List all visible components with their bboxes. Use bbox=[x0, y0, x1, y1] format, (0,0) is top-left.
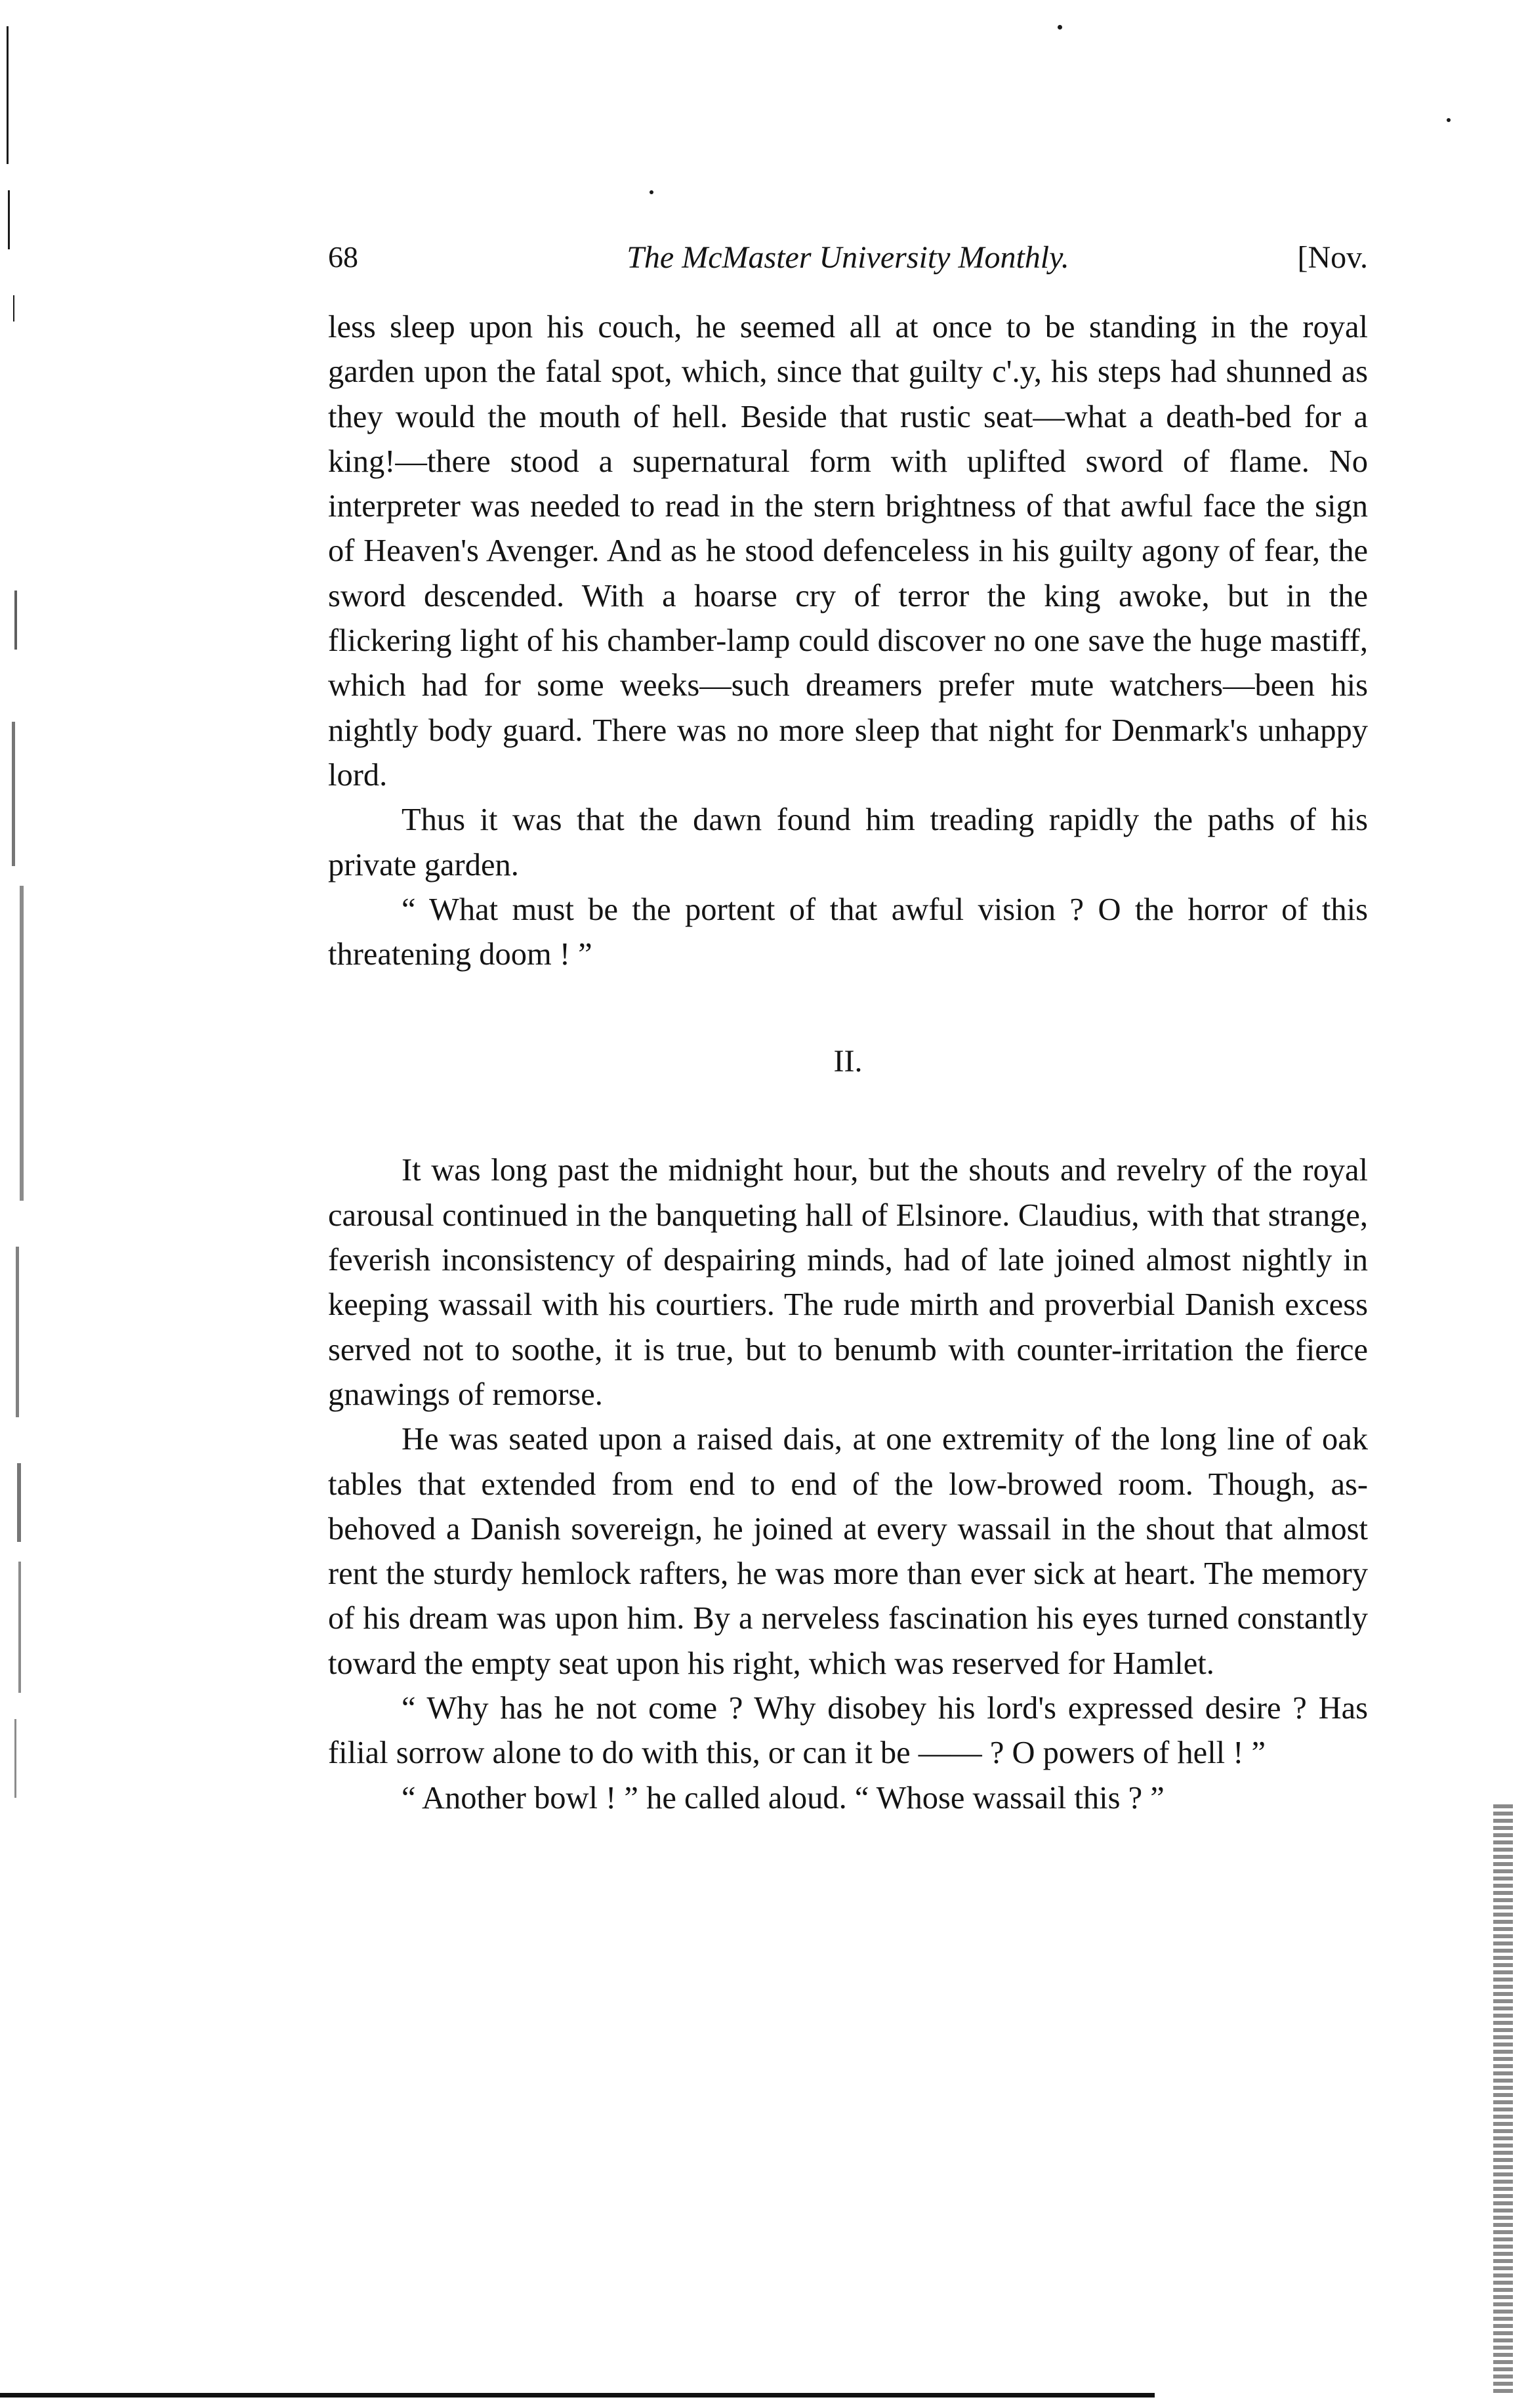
scan-speck bbox=[16, 1247, 19, 1417]
page-number: 68 bbox=[328, 240, 358, 274]
paragraph: He was seated upon a raised dais, at one extremity of the long line of oak tables that extended from end to end of the low-browed room. Though, as-behoved a Danish sovereign, he joined at every wassail in the shout that almost rent the sturdy hemlock rafters, he was more than ever sick at heart. The memory of his dream was upon him. By a nerveless fascination his eyes turned constantly toward the empty seat upon his right, which was reserved for Hamlet. bbox=[328, 1422, 1368, 1681]
paragraph-quote: “ Why has he not come ? Why disobey his lord's expressed desire ? Has filial sorrow alone to do with this, or can it be —— ? O powers of hell ! ” bbox=[328, 1691, 1368, 1771]
scan-speck bbox=[7, 26, 9, 164]
scan-speck bbox=[14, 591, 17, 650]
paragraph: Thus it was that the dawn found him treading rapidly the paths of his private garden. bbox=[328, 802, 1368, 882]
scan-speck bbox=[8, 190, 10, 249]
page-header bbox=[328, 239, 1368, 285]
page-edge-shadow bbox=[1493, 1804, 1513, 2395]
paragraph: It was long past the midnight hour, but the shouts and revelry of the royal carousal continued in the banqueting hall of Elsinore. Claudius, with that strange, feverish inconsistency of despairing minds, had of late joined almost nightly in keeping wassail with his courtiers. The rude mirth and proverbial Danish excess served not to soothe, it is true, but to benumb with counter-irritation the fierce gnawings of remorse. bbox=[328, 1153, 1368, 1412]
scan-speck bbox=[17, 1463, 21, 1542]
scan-speck bbox=[18, 1562, 21, 1693]
paragraph-quote: “ What must be the portent of that awful vision ? O the horror of this threatening doom ! ” bbox=[328, 892, 1368, 972]
section-numeral: II. bbox=[833, 1044, 863, 1079]
issue-month: [Nov. bbox=[1297, 240, 1368, 275]
scan-speck bbox=[13, 295, 14, 322]
paragraph-continued: less sleep upon his couch, he seemed all at once to be standing in the royal garden upon the fatal spot, which, since that guilty c'.y, his steps had shunned as they would the mouth of hell. Beside that rustic seat—what a death-bed for a king!—there stood a supernatural form with uplifted sword of flame. No interpreter was needed to read in the stern brightness of that awful face the sign of Heaven's Avenger. And as he stood defenceless in his guilty agony of fear, the sword descended. With a hoarse cry of terror the king awoke, but in the flickering light of his chamber-lamp could discover no one save the huge mastiff, which had for some weeks—such dreamers prefer mute watchers—been his nightly body guard. There was no more sleep that night for Denmark's unhappy lord. bbox=[328, 310, 1368, 793]
page-bottom-edge bbox=[0, 2393, 1155, 2398]
scan-speck bbox=[12, 722, 15, 866]
paragraph-quote: “ Another bowl ! ” he called aloud. “ Whose wassail this ? ” bbox=[402, 1780, 1165, 1816]
running-title: The McMaster University Monthly. bbox=[627, 240, 1069, 275]
scan-speck bbox=[20, 886, 24, 1201]
scan-speck bbox=[14, 1719, 16, 1798]
scan-speck bbox=[650, 190, 653, 194]
scan-margin-specks bbox=[0, 0, 52, 1837]
scan-speck bbox=[1447, 118, 1451, 122]
body-text bbox=[328, 305, 1368, 1821]
scan-speck bbox=[1058, 25, 1062, 30]
